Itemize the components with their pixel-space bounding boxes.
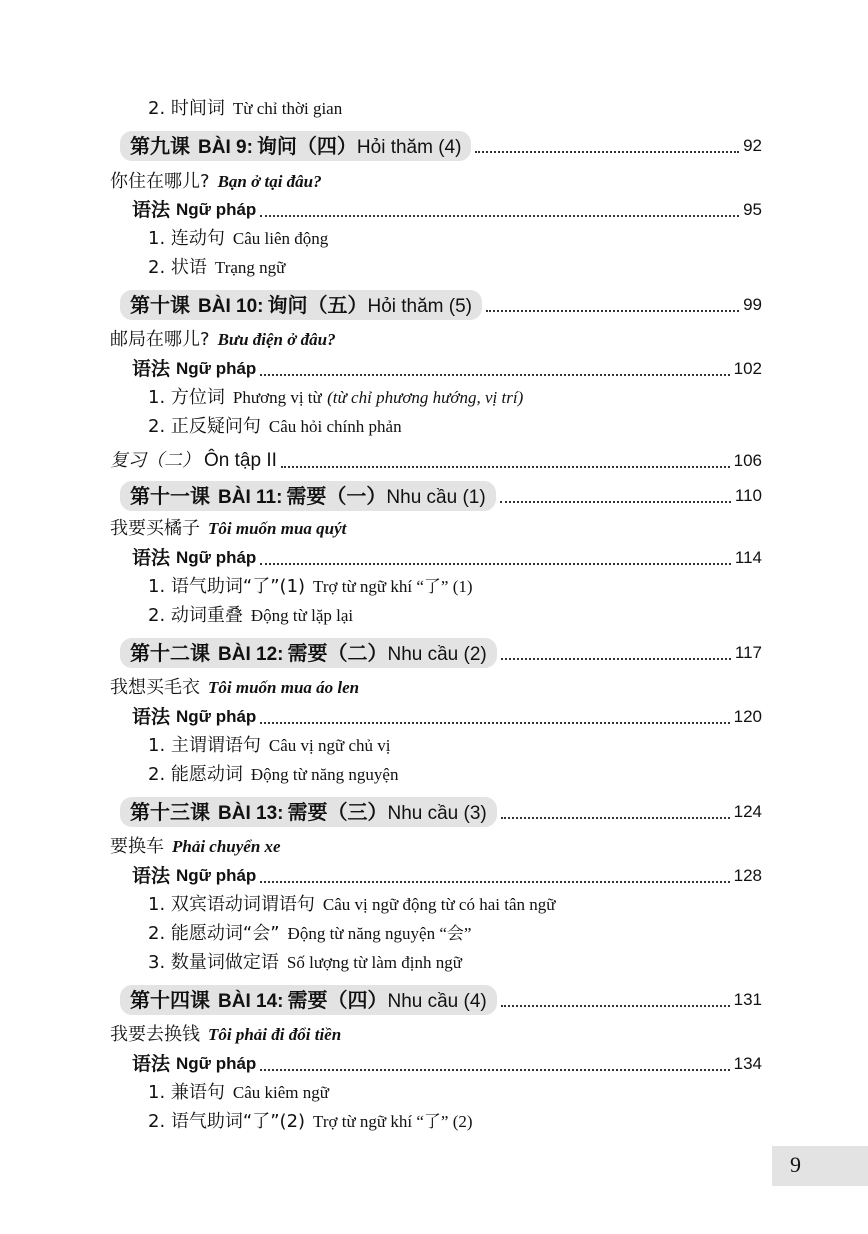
dot-leader (260, 374, 729, 376)
toc-subitem: 2. 状语 Trạng ngữ (148, 257, 286, 278)
toc-grammar-entry[interactable]: 语法 Ngữ pháp 128 (132, 861, 762, 891)
dot-leader (501, 1005, 730, 1007)
dot-leader (260, 563, 731, 565)
page-ref: 124 (733, 802, 762, 821)
toc-lesson-10[interactable] (120, 290, 762, 320)
toc-grammar-entry[interactable]: 语法 Ngữ pháp 114 (132, 543, 762, 573)
toc-subitem: 2. 语气助词“了”(2) Trợ từ ngữ khí “了” (2) (148, 1111, 473, 1132)
toc-subitem: 1. 双宾语动词谓语句 Câu vị ngữ động từ có hai tân ngữ (148, 894, 556, 915)
dot-leader (260, 215, 739, 217)
toc-subitem: 1. 连动句 Câu liên động (148, 228, 329, 249)
page-ref: 92 (743, 136, 762, 155)
toc-grammar-entry[interactable]: 语法 Ngữ pháp 95 (132, 195, 762, 225)
page-ref: 99 (743, 295, 762, 314)
toc-review-entry[interactable]: 复习（二） Ôn tập II 106 (110, 446, 762, 476)
toc-lesson-title: 你住在哪儿? Bạn ở tại đâu? (110, 171, 322, 192)
dot-leader (501, 817, 730, 819)
page-ref: 131 (733, 990, 762, 1009)
page-number: 9 (790, 1152, 801, 1177)
toc-grammar-entry[interactable]: 语法 Ngữ pháp 134 (132, 1049, 762, 1079)
lesson-heading-pill: 第十三课 BÀI 13: 需要（三）Nhu cầu (3) (120, 797, 497, 827)
toc-grammar-entry[interactable]: 语法 Ngữ pháp 120 (132, 702, 762, 732)
toc-subitem: 2. 能愿动词 Động từ năng nguyện (148, 764, 399, 785)
lesson-heading-pill: 第十一课 BÀI 11: 需要（一）Nhu cầu (1) (120, 481, 496, 511)
toc-lesson-title: 我想买毛衣 Tôi muốn mua áo len (110, 677, 360, 698)
toc-subitem: 3. 数量词做定语 Số lượng từ làm định ngữ (148, 952, 462, 973)
dot-leader (501, 658, 731, 660)
toc-subitem: 2. 时间词 Từ chỉ thời gian (148, 98, 343, 119)
toc-lesson-11[interactable] (120, 481, 762, 511)
page-ref: 95 (743, 200, 762, 219)
page-ref: 114 (734, 548, 762, 567)
toc-subitem: 2. 能愿动词“会” Động từ năng nguyện “会” (148, 923, 472, 944)
dot-leader (500, 501, 731, 503)
page-ref: 120 (733, 707, 762, 726)
page-ref: 134 (733, 1054, 762, 1073)
toc-lesson-9[interactable] (120, 131, 762, 161)
page-ref: 128 (733, 866, 762, 885)
dot-leader (260, 722, 729, 724)
toc-subitem: 1. 语气助词“了”(1) Trợ từ ngữ khí “了” (1) (148, 576, 473, 597)
page-ref: 102 (733, 359, 762, 378)
dot-leader (475, 151, 739, 153)
page-ref: 117 (734, 643, 762, 662)
toc-lesson-title: 邮局在哪儿? Bưu điện ở đâu? (110, 329, 336, 350)
toc-subitem: 1. 主谓谓语句 Câu vị ngữ chủ vị (148, 735, 391, 756)
dot-leader (486, 310, 739, 312)
toc-subitem: 2. 正反疑问句 Câu hỏi chính phản (148, 416, 402, 437)
toc-lesson-14[interactable] (120, 985, 762, 1015)
toc-lesson-title: 我要买橘子 Tôi muốn mua quýt (110, 518, 347, 539)
lesson-heading-pill: 第十课 BÀI 10: 询问（五）Hỏi thăm (5) (120, 290, 482, 320)
dot-leader (260, 1069, 729, 1071)
lesson-heading-pill: 第十二课 BÀI 12: 需要（二）Nhu cầu (2) (120, 638, 497, 668)
lesson-heading-pill: 第十四课 BÀI 14: 需要（四）Nhu cầu (4) (120, 985, 497, 1015)
toc-lesson-title: 要换车 Phải chuyển xe (110, 836, 281, 857)
dot-leader (281, 466, 730, 468)
toc-subitem: 1. 方位词 Phương vị từ (từ chỉ phương hướng, vị trí) (148, 387, 524, 408)
toc-lesson-12[interactable] (120, 638, 762, 668)
toc-grammar-entry[interactable]: 语法 Ngữ pháp 102 (132, 354, 762, 384)
page-ref: 106 (733, 451, 762, 470)
page-number-tab (772, 1146, 868, 1186)
lesson-heading-pill: 第九课 BÀI 9: 询问（四）Hỏi thăm (4) (120, 131, 471, 161)
toc-lesson-title: 我要去换钱 Tôi phải đi đổi tiền (110, 1024, 342, 1045)
toc-subitem: 1. 兼语句 Câu kiêm ngữ (148, 1082, 329, 1103)
dot-leader (260, 881, 729, 883)
page-ref: 110 (734, 486, 762, 505)
toc-subitem: 2. 动词重叠 Động từ lặp lại (148, 605, 354, 626)
toc-lesson-13[interactable] (120, 797, 762, 827)
